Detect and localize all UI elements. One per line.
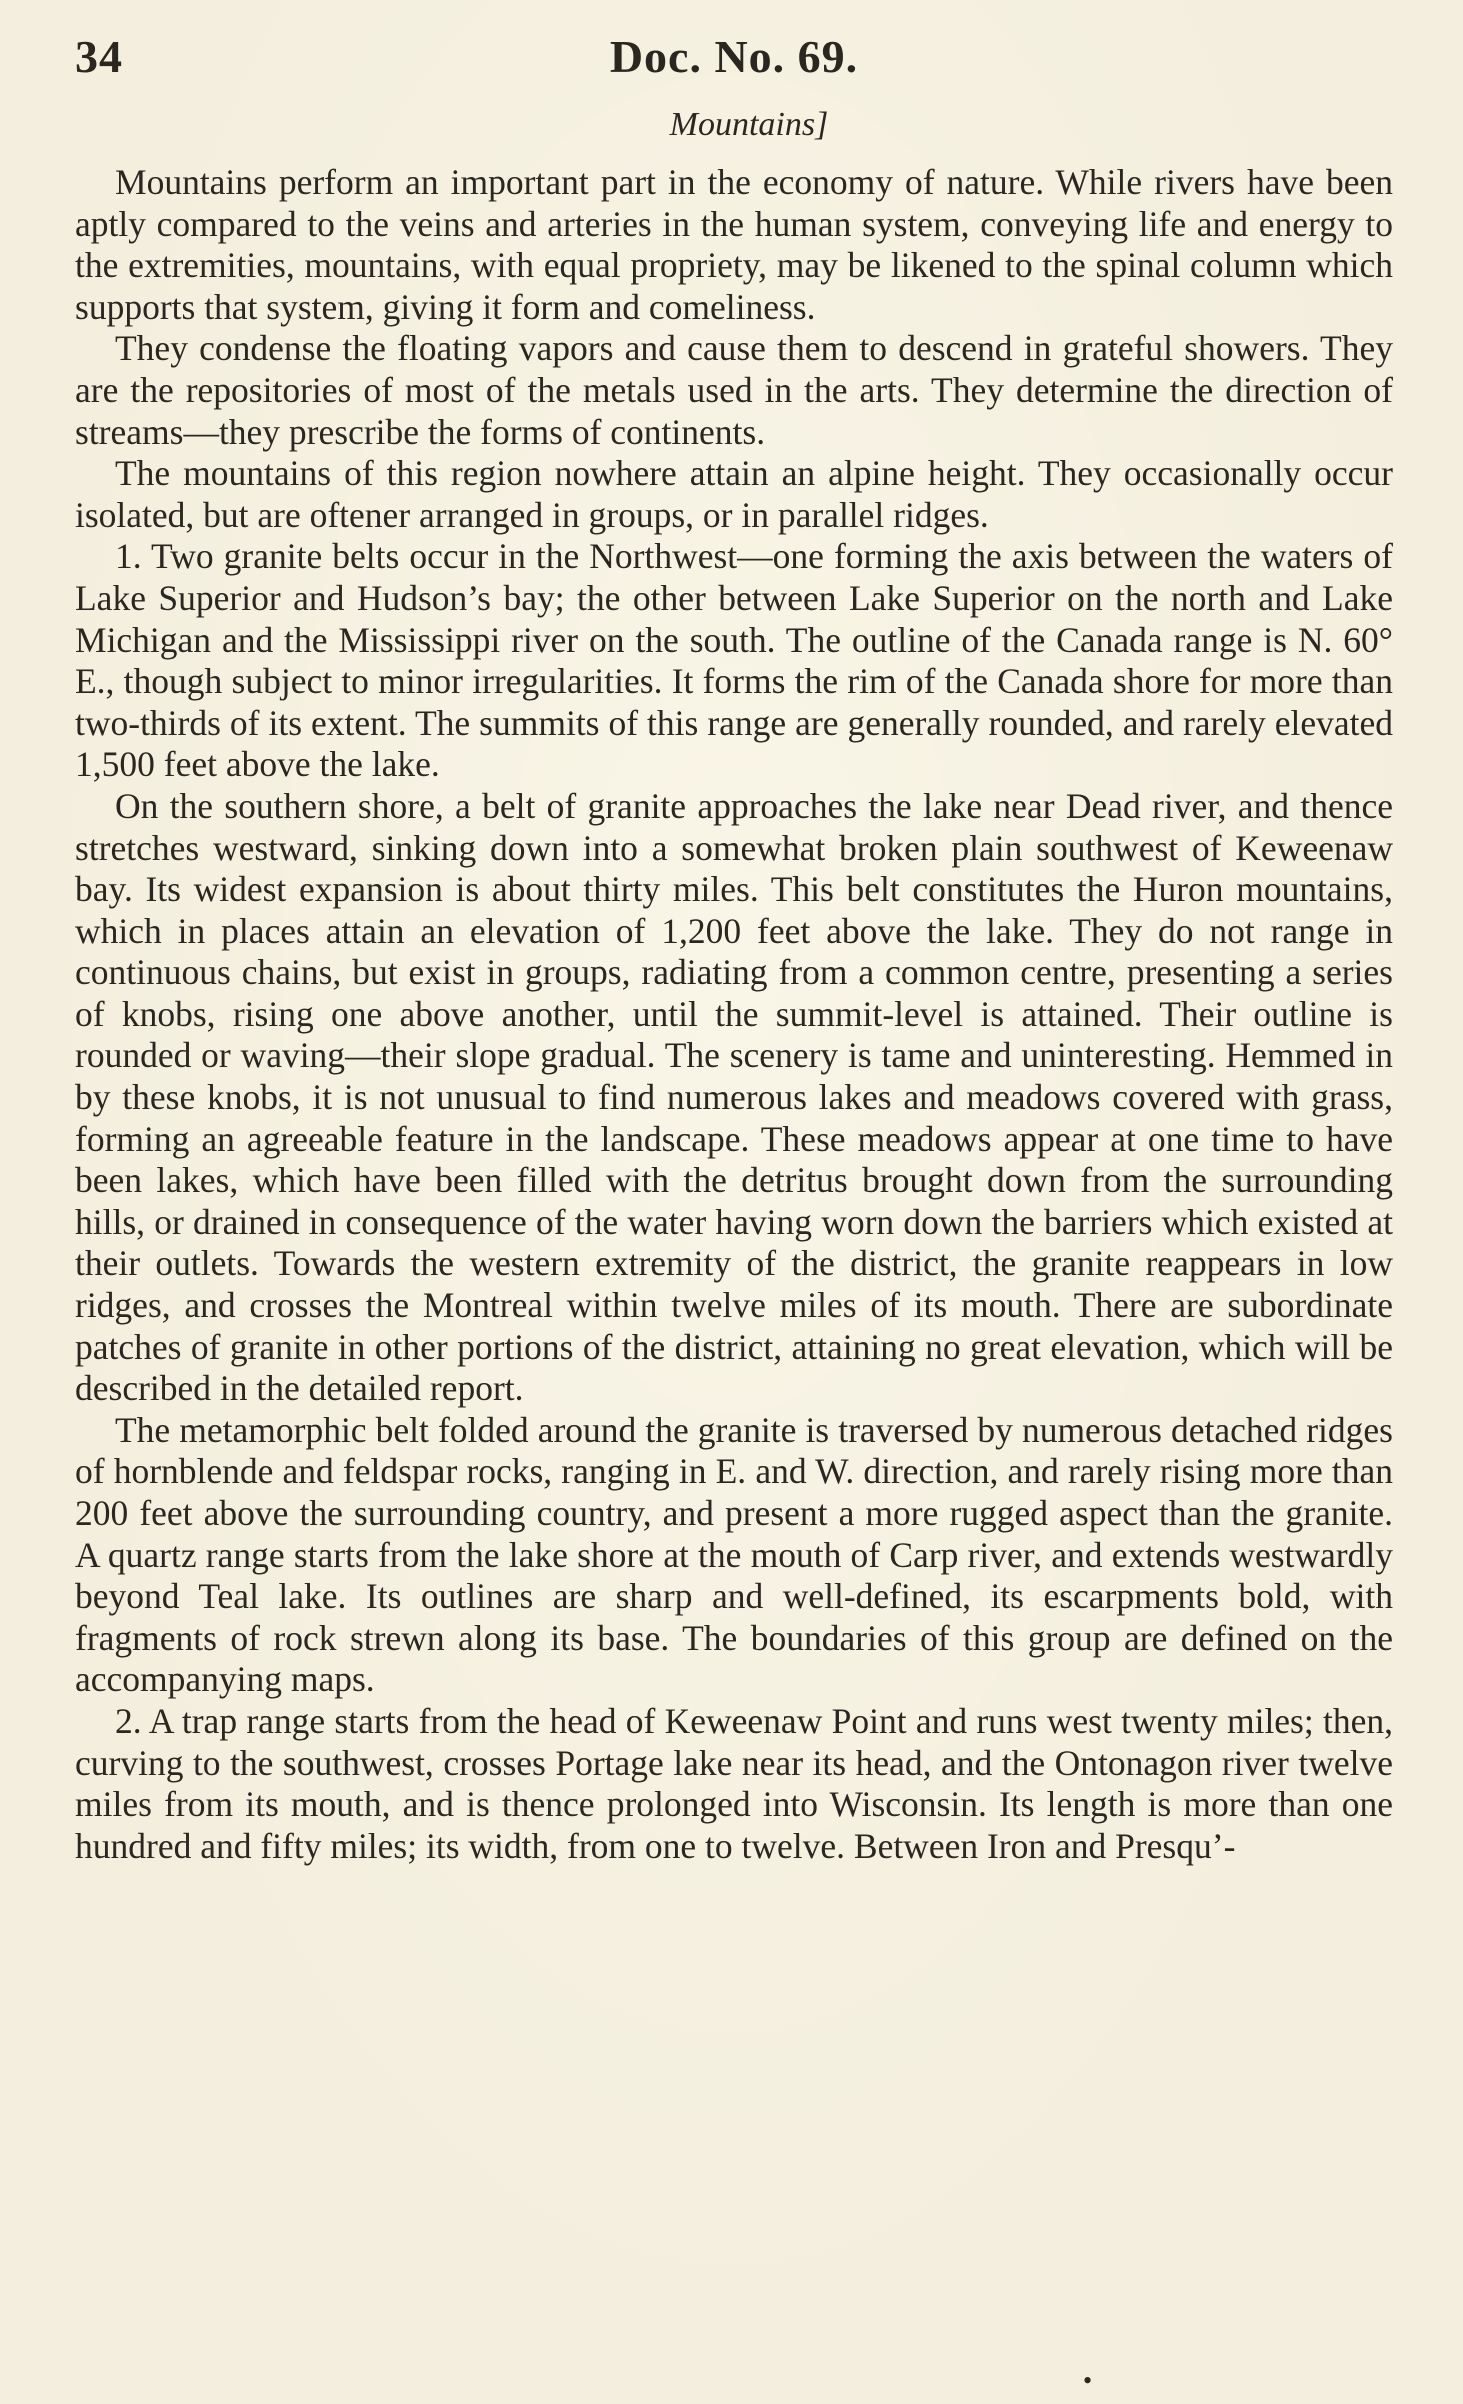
paragraph: They condense the floating vapors and cause them to descend in grateful showers. They are the repositories of most of the metals used in the arts. They determine the direction of streams—they prescribe the forms of continents. bbox=[75, 328, 1393, 452]
page-number: 34 bbox=[75, 31, 123, 82]
body-text bbox=[75, 162, 1393, 1867]
paragraph: 2. A trap range starts from the head of Keweenaw Point and runs west twenty miles; then, curving to the southwest, crosses Portage lake near its head, and the Ontonagon river twelve miles from its mouth, and is thence prolonged into Wisconsin. Its length is more than one hundred and fifty miles; its width, from one to twelve. Between Iron and Presqu’- bbox=[75, 1700, 1393, 1866]
running-head bbox=[75, 0, 1393, 98]
paragraph: On the southern shore, a belt of granite approaches the lake near Dead river, and thence stretches westward, sinking down into a somewhat broken plain southwest of Keweenaw bay. Its widest expansion is about thirty miles. This belt constitutes the Huron mountains, which in places attain an elevation of 1,200 feet above the lake. They do not range in continuous chains, but exist in groups, radiating from a common centre, presenting a series of knobs, rising one above another, until the summit-level is attained. Their outline is rounded or waving—their slope gradual. The scenery is tame and uninteresting. Hemmed in by these knobs, it is not unusual to find numerous lakes and meadows covered with grass, forming an agreeable feature in the landscape. These meadows appear at one time to have been lakes, which have been filled with the detritus brought down from the surrounding hills, or drained in consequence of the water having worn down the barriers which existed at their outlets. Towards the western extremity of the district, the granite reappears in low ridges, and crosses the Montreal within twelve miles of its mouth. There are subordinate patches of granite in other portions of the district, attaining no great elevation, which will be described in the detailed report. bbox=[75, 785, 1393, 1409]
paragraph: Mountains perform an important part in the economy of nature. While rivers have been aptly compared to the veins and arteries in the human system, conveying life and energy to the extremities, mountains, with equal propriety, may be likened to the spinal column which supports that system, giving it form and comeliness. bbox=[75, 162, 1393, 327]
paragraph: The metamorphic belt folded around the granite is traversed by numerous detached ridges of hornblende and feldspar rocks, ranging in E. and W. direction, and rarely rising more than 200 feet above the surrounding country, and present a more rugged aspect than the granite. A quartz range starts from the lake shore at the mouth of Carp river, and extends westwardly beyond Teal lake. Its outlines are sharp and well-defined, its escarpments bold, with fragments of rock strewn along its base. The boundaries of this group are defined on the accompanying maps. bbox=[75, 1409, 1393, 1700]
section-title: Mountains] bbox=[669, 106, 829, 143]
footer-mark: • bbox=[1083, 2366, 1093, 2395]
doc-title: Doc. No. 69. bbox=[609, 31, 859, 82]
paragraph: 1. Two granite belts occur in the Northwest—one forming the axis between the waters of Lake Superior and Hudson’s bay; the other between Lake Superior on the north and Lake Michigan and the Mississippi river on the south. The outline of the Canada range is N. 60° E., though subject to minor irregularities. It forms the rim of the Canada shore for more than two-thirds of its extent. The summits of this range are generally rounded, and rarely elevated 1,500 feet above the lake. bbox=[75, 536, 1393, 785]
paragraph: The mountains of this region nowhere attain an alpine height. They occasionally occur isolated, but are oftener arranged in groups, or in parallel ridges. bbox=[75, 453, 1393, 535]
